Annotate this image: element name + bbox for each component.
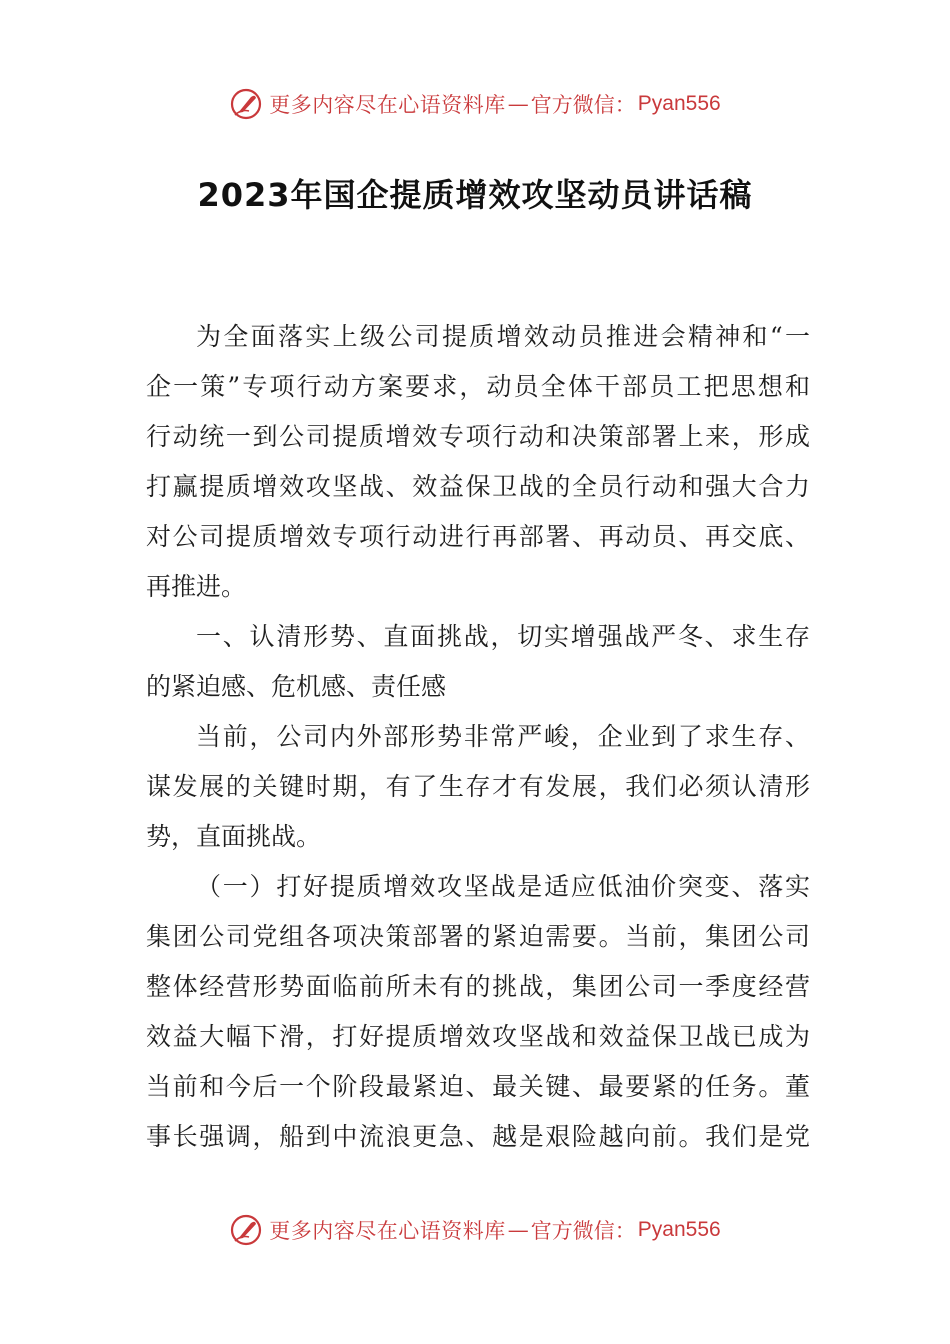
text-line: 整体经营形势面临前所未有的挑战，集团公司一季度经营 (146, 972, 810, 1001)
section-heading-line: 一、认清形势、直面挑战，切实增强战严冬、求生存 (196, 622, 810, 651)
section-heading-line: 的紧迫感、危机感、责任感 (146, 672, 447, 701)
watermark-banner-top (0, 84, 950, 124)
watermark-dash: — (507, 1218, 529, 1242)
text-line: 对公司提质增效专项行动进行再部署、再动员、再交底、 (146, 522, 810, 551)
text-line: 集团公司党组各项决策部署的紧迫需要。当前，集团公司 (146, 922, 810, 951)
watermark-wechat-id: Pyan556 (637, 1218, 721, 1241)
watermark-wechat-label: 官方微信： (530, 93, 636, 117)
text-line: 谋发展的关键时期，有了生存才有发展，我们必须认清形 (146, 772, 810, 801)
text-line: 势，直面挑战。 (146, 822, 322, 851)
text-line: 事长强调，船到中流浪更急、越是艰险越向前。我们是党 (146, 1122, 810, 1151)
quill-logo-icon (229, 1213, 263, 1247)
text-line: 为全面落实上级公司提质增效动员推进会精神和“一 (196, 322, 810, 351)
watermark-wechat-id: Pyan556 (637, 92, 721, 115)
text-line: 企一策”专项行动方案要求，动员全体干部员工把思想和 (146, 372, 810, 401)
text-line: 再推进。 (146, 572, 247, 601)
text-line: 当前，公司内外部形势非常严峻，企业到了求生存、 (196, 722, 810, 751)
text-line: 打赢提质增效攻坚战、效益保卫战的全员行动和强大合力 (146, 472, 810, 501)
text-line: （一）打好提质增效攻坚战是适应低油价突变、落实 (196, 872, 810, 901)
document-body (146, 312, 810, 1162)
quill-logo-icon (229, 87, 263, 121)
text-line: 效益大幅下滑，打好提质增效攻坚战和效益保卫战已成为 (146, 1022, 810, 1051)
watermark-wechat-label: 官方微信： (530, 1219, 636, 1243)
watermark-text: 更多内容尽在心语资料库 (269, 93, 506, 117)
watermark-dash: — (507, 92, 529, 116)
watermark-banner-bottom (0, 1210, 950, 1250)
text-line: 当前和今后一个阶段最紧迫、最关键、最要紧的任务。董 (146, 1072, 810, 1101)
document-title: 2023年国企提质增效攻坚动员讲话稿 (197, 176, 753, 214)
text-line: 行动统一到公司提质增效专项行动和决策部署上来，形成 (146, 422, 810, 451)
watermark-text: 更多内容尽在心语资料库 (269, 1219, 506, 1243)
